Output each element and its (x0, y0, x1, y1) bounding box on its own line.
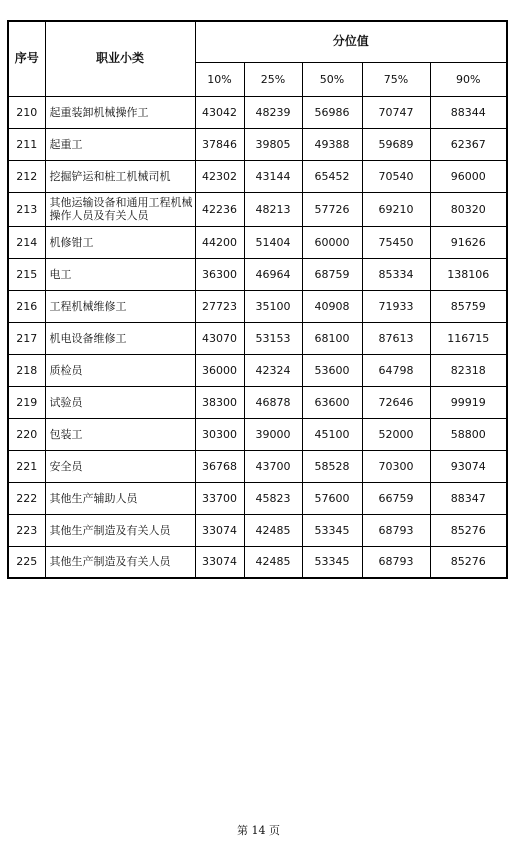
value-p25: 42485 (244, 514, 302, 546)
value-p75: 59689 (362, 128, 430, 160)
value-p90: 85759 (430, 290, 507, 322)
value-p25: 53153 (244, 322, 302, 354)
value-p50: 49388 (302, 128, 362, 160)
value-p50: 60000 (302, 226, 362, 258)
occupation-name: 试验员 (45, 386, 195, 418)
value-p90: 85276 (430, 546, 507, 578)
occupation-name: 安全员 (45, 450, 195, 482)
value-p90: 96000 (430, 160, 507, 192)
value-p25: 46878 (244, 386, 302, 418)
table-row (8, 160, 507, 192)
value-p10: 43070 (195, 322, 244, 354)
occupation-name: 电工 (45, 258, 195, 290)
header-p90: 90% (430, 62, 507, 96)
occupation-name: 其他生产制造及有关人员 (45, 514, 195, 546)
table-row (8, 354, 507, 386)
value-p50: 45100 (302, 418, 362, 450)
value-p25: 39000 (244, 418, 302, 450)
value-p90: 88344 (430, 96, 507, 128)
table-row (8, 546, 507, 578)
value-p10: 33074 (195, 514, 244, 546)
value-p10: 43042 (195, 96, 244, 128)
value-p75: 70540 (362, 160, 430, 192)
row-number: 219 (8, 386, 45, 418)
value-p10: 36768 (195, 450, 244, 482)
value-p50: 53345 (302, 514, 362, 546)
wage-quantile-table (7, 20, 508, 579)
row-number: 210 (8, 96, 45, 128)
value-p25: 48213 (244, 192, 302, 226)
value-p75: 64798 (362, 354, 430, 386)
occupation-name: 挖掘铲运和桩工机械司机 (45, 160, 195, 192)
value-p25: 45823 (244, 482, 302, 514)
value-p90: 91626 (430, 226, 507, 258)
row-number: 216 (8, 290, 45, 322)
table-row (8, 290, 507, 322)
value-p75: 72646 (362, 386, 430, 418)
header-p25: 25% (244, 62, 302, 96)
value-p90: 85276 (430, 514, 507, 546)
value-p50: 68759 (302, 258, 362, 290)
row-number: 220 (8, 418, 45, 450)
value-p75: 66759 (362, 482, 430, 514)
value-p25: 48239 (244, 96, 302, 128)
value-p25: 42485 (244, 546, 302, 578)
value-p90: 82318 (430, 354, 507, 386)
table-row (8, 96, 507, 128)
row-number: 221 (8, 450, 45, 482)
value-p50: 57600 (302, 482, 362, 514)
header-p10: 10% (195, 62, 244, 96)
occupation-name: 包装工 (45, 418, 195, 450)
value-p75: 75450 (362, 226, 430, 258)
value-p10: 36000 (195, 354, 244, 386)
table-row (8, 226, 507, 258)
value-p10: 38300 (195, 386, 244, 418)
row-number: 222 (8, 482, 45, 514)
value-p25: 43700 (244, 450, 302, 482)
value-p90: 116715 (430, 322, 507, 354)
value-p10: 42236 (195, 192, 244, 226)
table-row (8, 192, 507, 226)
value-p75: 71933 (362, 290, 430, 322)
table-row (8, 258, 507, 290)
occupation-name: 其他生产制造及有关人员 (45, 546, 195, 578)
value-p50: 68100 (302, 322, 362, 354)
table-row (8, 450, 507, 482)
row-number: 215 (8, 258, 45, 290)
occupation-name: 质检员 (45, 354, 195, 386)
value-p10: 27723 (195, 290, 244, 322)
value-p50: 40908 (302, 290, 362, 322)
header-seq: 序号 (8, 21, 45, 96)
header-quantile: 分位值 (195, 21, 507, 62)
table-row (8, 128, 507, 160)
value-p75: 68793 (362, 514, 430, 546)
row-number: 218 (8, 354, 45, 386)
table-row (8, 418, 507, 450)
value-p10: 33700 (195, 482, 244, 514)
table-row (8, 482, 507, 514)
value-p50: 53345 (302, 546, 362, 578)
occupation-name: 工程机械维修工 (45, 290, 195, 322)
value-p90: 88347 (430, 482, 507, 514)
value-p50: 57726 (302, 192, 362, 226)
value-p10: 37846 (195, 128, 244, 160)
row-number: 217 (8, 322, 45, 354)
value-p75: 68793 (362, 546, 430, 578)
occupation-name: 机电设备维修工 (45, 322, 195, 354)
row-number: 211 (8, 128, 45, 160)
value-p90: 99919 (430, 386, 507, 418)
value-p75: 70300 (362, 450, 430, 482)
value-p25: 46964 (244, 258, 302, 290)
value-p75: 85334 (362, 258, 430, 290)
occupation-name: 起重工 (45, 128, 195, 160)
value-p50: 53600 (302, 354, 362, 386)
value-p25: 39805 (244, 128, 302, 160)
occupation-name: 机修钳工 (45, 226, 195, 258)
header-occupation: 职业小类 (45, 21, 195, 96)
table-row (8, 322, 507, 354)
value-p25: 43144 (244, 160, 302, 192)
value-p90: 80320 (430, 192, 507, 226)
value-p50: 63600 (302, 386, 362, 418)
value-p50: 56986 (302, 96, 362, 128)
page-number: 第 14 页 (237, 824, 280, 837)
value-p75: 69210 (362, 192, 430, 226)
table-row (8, 514, 507, 546)
value-p10: 44200 (195, 226, 244, 258)
value-p75: 52000 (362, 418, 430, 450)
row-number: 223 (8, 514, 45, 546)
occupation-name: 起重装卸机械操作工 (45, 96, 195, 128)
value-p90: 138106 (430, 258, 507, 290)
row-number: 213 (8, 192, 45, 226)
value-p10: 30300 (195, 418, 244, 450)
row-number: 212 (8, 160, 45, 192)
value-p25: 51404 (244, 226, 302, 258)
value-p50: 65452 (302, 160, 362, 192)
value-p90: 93074 (430, 450, 507, 482)
value-p50: 58528 (302, 450, 362, 482)
value-p10: 42302 (195, 160, 244, 192)
value-p25: 35100 (244, 290, 302, 322)
value-p90: 58800 (430, 418, 507, 450)
value-p75: 87613 (362, 322, 430, 354)
header-p75: 75% (362, 62, 430, 96)
value-p10: 36300 (195, 258, 244, 290)
occupation-name: 其他生产辅助人员 (45, 482, 195, 514)
occupation-name: 其他运输设备和通用工程机械操作人员及有关人员 (45, 192, 195, 226)
value-p75: 70747 (362, 96, 430, 128)
header-p50: 50% (302, 62, 362, 96)
value-p10: 33074 (195, 546, 244, 578)
value-p90: 62367 (430, 128, 507, 160)
row-number: 225 (8, 546, 45, 578)
value-p25: 42324 (244, 354, 302, 386)
row-number: 214 (8, 226, 45, 258)
table-row (8, 386, 507, 418)
